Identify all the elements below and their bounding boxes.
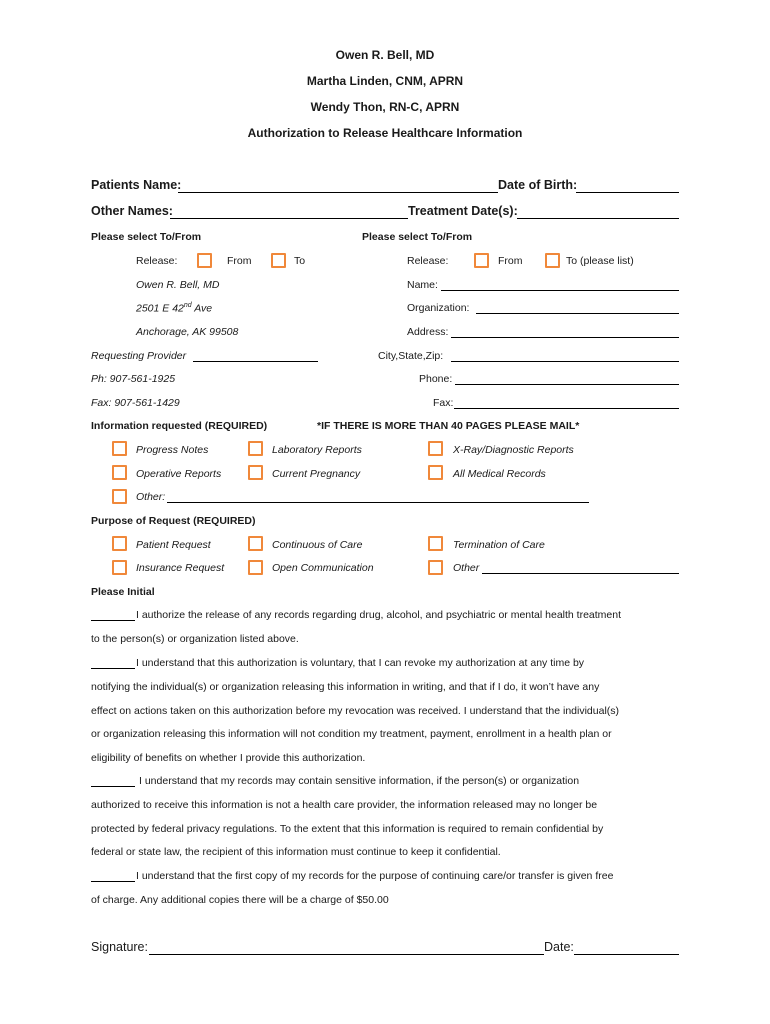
recipient-fax-label: Fax: — [433, 397, 454, 409]
other-names-label: Other Names: — [91, 204, 173, 218]
recipient-organization-label: Organization: — [407, 302, 470, 314]
treatment-dates-label: Treatment Date(s): — [408, 204, 518, 218]
initial-paragraph-2-line1: I understand that this authorization is voluntary, that I can revoke my authorization at any time by — [136, 657, 585, 669]
right-to-label: To (please list) — [566, 255, 634, 267]
date-of-birth-label: Date of Birth: — [498, 178, 578, 192]
information-requested-label: Information requested (REQUIRED) — [91, 420, 268, 432]
initial-field-3[interactable] — [91, 786, 135, 787]
operative-reports-checkbox[interactable] — [112, 465, 127, 480]
recipient-phone-field[interactable] — [455, 384, 679, 385]
recipient-address-label: Address: — [407, 326, 449, 338]
initial-paragraph-3-line2: authorized to receive this information is not a health care provider, the information released may no longer be — [91, 799, 598, 811]
provider-address-line1: 2501 E 42nd Ave — [136, 302, 213, 315]
xray-reports-checkbox[interactable] — [428, 441, 443, 456]
laboratory-reports-checkbox[interactable] — [248, 441, 263, 456]
purpose-other-checkbox[interactable] — [428, 560, 443, 575]
initial-paragraph-3-line3: protected by federal privacy regulations. To the extent that this information is required to remain confidential by — [91, 823, 604, 835]
continuous-care-checkbox[interactable] — [248, 536, 263, 551]
initial-paragraph-3-line1: I understand that my records may contain sensitive information, if the person(s) or organization — [139, 775, 580, 787]
info-other-field[interactable] — [167, 502, 589, 503]
current-pregnancy-checkbox[interactable] — [248, 465, 263, 480]
provider-name-1: Owen R. Bell, MD — [335, 48, 435, 62]
left-from-checkbox[interactable] — [197, 253, 212, 268]
mail-note: *IF THERE IS MORE THAN 40 PAGES PLEASE MAIL* — [317, 420, 580, 432]
other-names-field[interactable] — [170, 218, 408, 219]
recipient-fax-field[interactable] — [454, 408, 679, 409]
recipient-city-label: City,State,Zip: — [378, 350, 444, 362]
requesting-provider-field[interactable] — [193, 361, 318, 362]
provider-fax: Fax: 907-561-1429 — [91, 397, 180, 409]
right-from-checkbox[interactable] — [474, 253, 489, 268]
signature-field[interactable] — [149, 954, 544, 955]
termination-care-checkbox[interactable] — [428, 536, 443, 551]
provider-phone: Ph: 907-561-1925 — [91, 373, 176, 385]
recipient-organization-field[interactable] — [476, 313, 679, 314]
operative-reports-label: Operative Reports — [136, 468, 222, 480]
recipient-city-field[interactable] — [451, 361, 679, 362]
date-of-birth-field[interactable] — [576, 192, 679, 193]
initial-paragraph-2-line2: notifying the individual(s) or organization releasing this information in writing, and that if I do, it won’t have any — [91, 681, 600, 693]
current-pregnancy-label: Current Pregnancy — [272, 468, 361, 480]
xray-reports-label: X-Ray/Diagnostic Reports — [453, 444, 574, 456]
left-select-label: Please select To/From — [91, 231, 202, 243]
continuous-care-label: Continuous of Care — [272, 539, 363, 551]
left-release-label: Release: — [136, 255, 178, 267]
initial-paragraph-4-line1: I understand that the first copy of my records for the purpose of continuing care/or transfer is given free — [136, 870, 614, 882]
please-initial-label: Please Initial — [91, 586, 155, 598]
info-other-label: Other: — [136, 491, 166, 503]
recipient-name-field[interactable] — [441, 290, 679, 291]
left-to-label: To — [294, 255, 306, 267]
recipient-name-label: Name: — [407, 279, 438, 291]
initial-field-2[interactable] — [91, 668, 135, 669]
initial-paragraph-2-line3: effect on actions taken on this authorization before my revocation was received. I understand that the individual(s) — [91, 705, 620, 717]
right-to-checkbox[interactable] — [545, 253, 560, 268]
right-select-label: Please select To/From — [362, 231, 473, 243]
purpose-other-field[interactable] — [482, 573, 679, 574]
right-release-label: Release: — [407, 255, 449, 267]
patient-request-checkbox[interactable] — [112, 536, 127, 551]
open-communication-checkbox[interactable] — [248, 560, 263, 575]
initial-paragraph-1-line2: to the person(s) or organization listed above. — [91, 633, 299, 645]
insurance-request-label: Insurance Request — [136, 562, 225, 574]
left-from-label: From — [227, 255, 252, 267]
initial-field-4[interactable] — [91, 881, 135, 882]
patients-name-label: Patients Name: — [91, 178, 182, 192]
purpose-label: Purpose of Request (REQUIRED) — [91, 515, 256, 527]
info-other-checkbox[interactable] — [112, 489, 127, 504]
initial-paragraph-2-line4: or organization releasing this information will not condition my treatment, payment, enrollment in a health plan or — [91, 728, 612, 740]
recipient-address-field[interactable] — [451, 337, 679, 338]
progress-notes-checkbox[interactable] — [112, 441, 127, 456]
provider-name: Owen R. Bell, MD — [136, 279, 220, 291]
right-from-label: From — [498, 255, 523, 267]
purpose-other-label: Other — [453, 562, 480, 574]
patient-request-label: Patient Request — [136, 539, 211, 551]
recipient-phone-label: Phone: — [419, 373, 453, 385]
initial-paragraph-2-line5: eligibility of benefits on whether I provide this authorization. — [91, 752, 366, 764]
initial-paragraph-4-line2: of charge. Any additional copies there will be a charge of $50.00 — [91, 894, 389, 906]
initial-paragraph-1-line1: I authorize the release of any records regarding drug, alcohol, and psychiatric or mental health treatment — [136, 609, 622, 621]
signature-date-field[interactable] — [574, 954, 679, 955]
insurance-request-checkbox[interactable] — [112, 560, 127, 575]
patients-name-field[interactable] — [178, 192, 498, 193]
open-communication-label: Open Communication — [272, 562, 374, 574]
all-medical-records-label: All Medical Records — [453, 468, 546, 480]
requesting-provider-label: Requesting Provider — [91, 350, 187, 362]
treatment-dates-field[interactable] — [517, 218, 679, 219]
all-medical-records-checkbox[interactable] — [428, 465, 443, 480]
initial-paragraph-3-line4: federal or state law, the recipient of this information must continue to keep it confidential. — [91, 846, 501, 858]
progress-notes-label: Progress Notes — [136, 444, 209, 456]
left-to-checkbox[interactable] — [271, 253, 286, 268]
form-title: Authorization to Release Healthcare Information — [247, 126, 523, 140]
termination-care-label: Termination of Care — [453, 539, 545, 551]
signature-label: Signature: — [91, 940, 148, 954]
laboratory-reports-label: Laboratory Reports — [272, 444, 362, 456]
initial-field-1[interactable] — [91, 620, 135, 621]
provider-address-line2: Anchorage, AK 99508 — [136, 326, 239, 338]
provider-name-2: Martha Linden, CNM, APRN — [306, 74, 464, 88]
signature-date-label: Date: — [544, 940, 574, 954]
provider-name-3: Wendy Thon, RN-C, APRN — [310, 100, 460, 114]
